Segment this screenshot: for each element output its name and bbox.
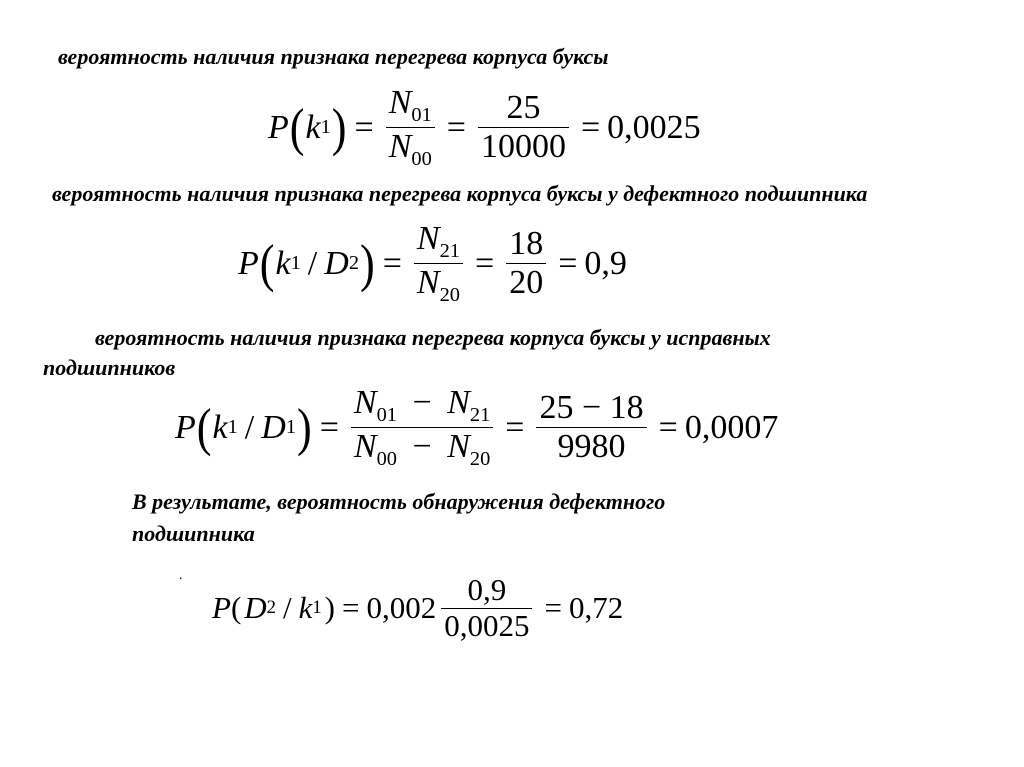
result-value: 0,72 [568,590,624,626]
paren-right: ) [360,234,375,293]
sub-01: 01 [411,104,432,127]
result-value: 0,0007 [684,408,779,446]
var-d: D [324,244,349,282]
paren-right: ) [331,98,347,157]
label-conditional-healthy-line1: вероятность наличия признака перегрева корпуса буксы у исправных [95,325,771,350]
fraction-difference [351,384,493,471]
minus-sign: − [412,428,432,465]
var-n: N [416,264,440,301]
fraction-09-00025 [441,573,532,643]
numerator: 18 [509,224,544,262]
denominator: 9980 [557,428,626,465]
numerator: 25 [506,88,541,126]
sub-1: 1 [290,252,301,274]
var-d: D [244,590,267,626]
denominator: 20 [509,264,544,301]
equals-sign: = [658,408,678,446]
var-k: k [275,244,291,282]
result-value: 0,0025 [607,108,701,146]
var-n: N [388,128,412,165]
slash: / [307,244,318,282]
sub-1: 1 [312,597,322,619]
equals-sign: = [382,244,402,282]
formula-p-k1-d1 [175,384,778,471]
fraction-25-10000 [478,89,569,166]
sub-21: 21 [439,240,460,263]
paren-left: ( [259,234,275,293]
paren-right: ) [324,590,335,626]
var-n: N [447,428,470,465]
fraction-n01-n00 [386,84,435,171]
sub-20: 20 [439,284,460,307]
equals-sign: = [446,108,466,146]
var-n: N [353,384,377,421]
label-result-line1: В результате, вероятность обнаружения дефектного [132,489,666,514]
label-conditional-defective: вероятность наличия признака перегрева корпуса буксы у дефектного подшипника [52,181,868,206]
paren-left: ( [289,98,305,157]
equals-sign: = [558,244,578,282]
var-n: N [447,384,470,421]
sub-00: 00 [411,148,432,171]
fraction-7-9980 [536,389,646,466]
formula-p-k1 [268,84,701,171]
equals-sign: = [475,244,495,282]
sub-1: 1 [227,416,238,438]
equals-sign: = [580,108,601,146]
var-n: N [388,84,412,121]
var-n: N [353,428,377,465]
formula-p-k1-d2 [238,220,627,307]
sub-1: 1 [285,416,297,438]
var-k: k [298,590,313,626]
equals-sign: = [505,408,525,446]
formula-bayes-result [212,573,623,643]
equals-sign: = [341,590,360,626]
label-conditional-healthy-line2: подшипников [43,355,176,380]
label-prior-probability: вероятность наличия признака перегрева корпуса буксы [58,44,609,69]
sub-20: 20 [469,448,491,471]
sub-1: 1 [320,116,331,138]
var-d: D [261,408,286,446]
equals-sign: = [544,590,562,626]
paren-left: ( [230,590,242,626]
var-k: k [212,408,228,446]
denominator: 10000 [480,128,566,165]
denominator: 0,0025 [444,607,530,643]
fraction-n21-n20 [414,220,463,307]
sub-00: 00 [376,448,397,471]
numerator: 25 − 18 [539,388,644,426]
minus-sign: − [412,384,432,421]
slash: / [282,590,292,626]
func-p: P [212,590,231,626]
numerator: 0,9 [467,572,507,607]
var-k: k [305,108,321,146]
sub-21: 21 [469,404,491,427]
result-value: 0,9 [584,244,627,282]
paren-right: ) [297,398,312,457]
slash: / [244,408,255,446]
coefficient: 0,002 [366,590,437,626]
var-n: N [416,220,440,257]
func-p: P [175,408,196,446]
sub-2: 2 [348,252,360,274]
sub-01: 01 [376,404,397,427]
label-result-line2: подшипника [132,521,255,546]
sub-2: 2 [266,597,276,619]
fraction-18-20 [506,225,546,302]
equals-sign: = [354,108,374,146]
equals-sign: = [319,408,339,446]
func-p: P [238,244,259,282]
paren-left: ( [196,398,212,457]
stray-dot: . [179,568,183,583]
func-p: P [268,108,289,146]
